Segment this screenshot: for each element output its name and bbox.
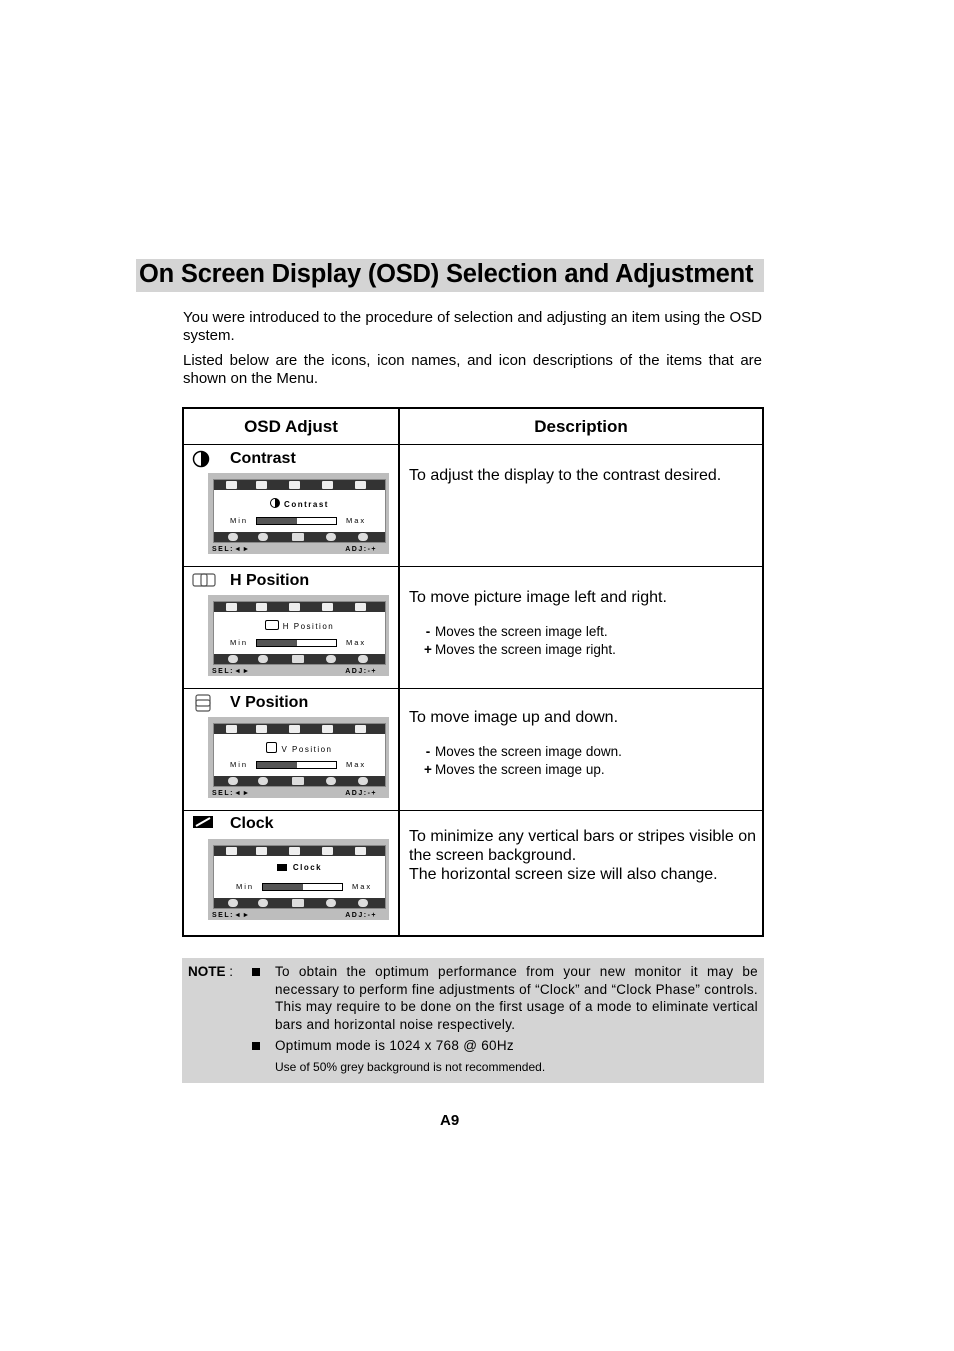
page-number: A9: [440, 1112, 460, 1129]
list-item: + Moves the screen image up.: [424, 762, 605, 777]
bullet-square-icon: [252, 1042, 260, 1050]
min-label: Min: [230, 638, 249, 647]
osd-adjust-cell: [183, 811, 399, 937]
osd-menu-preview: [208, 595, 389, 676]
max-label: Max: [346, 760, 367, 769]
osd-table: [182, 407, 764, 937]
description-text: To adjust the display to the contrast desired.: [409, 467, 722, 484]
note-text-2: Optimum mode is 1024 x 768 @ 60Hz: [275, 1038, 514, 1053]
osd-title: Contrast: [284, 500, 329, 509]
item-name: H Position: [230, 572, 310, 589]
description-cell: [399, 811, 763, 937]
bullet-list: [409, 623, 762, 659]
item-name: V Position: [230, 694, 309, 711]
contrast-icon: [192, 450, 214, 468]
list-item: + Moves the screen image right.: [424, 642, 616, 657]
min-label: Min: [230, 760, 249, 769]
sel-hint: SEL:◄►: [212, 790, 251, 797]
osd-adjust-cell: [183, 689, 399, 811]
adj-hint: ADJ:-+: [345, 790, 377, 797]
note-box: [182, 958, 764, 1083]
page-title: On Screen Display (OSD) Selection and Adjustment: [139, 260, 754, 288]
header-description: Description: [399, 408, 763, 445]
osd-adjust-cell: [183, 567, 399, 689]
list-item: [252, 1037, 758, 1055]
sel-hint: SEL:◄►: [212, 546, 251, 553]
description-text: To move image up and down.: [409, 709, 619, 726]
level-bar: [262, 883, 343, 891]
level-bar: [256, 639, 337, 647]
intro-paragraph-2: Listed below are the icons, icon names, and icon descriptions of the items that are shown on the Menu.: [183, 352, 762, 387]
item-name: Clock: [230, 815, 274, 832]
sel-hint: SEL:◄►: [212, 668, 251, 675]
level-bar-fill: [263, 884, 303, 890]
description-cell: [399, 445, 763, 567]
max-label: Max: [346, 638, 367, 647]
clock-icon: [192, 815, 214, 833]
header-osd-adjust: OSD Adjust: [183, 408, 399, 445]
item-name: Contrast: [230, 450, 296, 467]
table-row: [183, 689, 763, 811]
contrast-icon: [270, 498, 280, 508]
max-label: Max: [346, 516, 367, 525]
intro-paragraph-1: You were introduced to the procedure of selection and adjusting an item using the OSD system.: [183, 309, 762, 344]
osd-title: V Position: [281, 745, 333, 754]
level-bar-fill: [257, 518, 297, 524]
list-item: - Moves the screen image left.: [425, 624, 608, 639]
description-text: To minimize any vertical bars or stripes visible on the screen background.: [409, 828, 756, 864]
table-row: [183, 567, 763, 689]
table-row: [183, 811, 763, 937]
list-item: [252, 963, 758, 1033]
adj-hint: ADJ:-+: [345, 912, 377, 919]
min-label: Min: [230, 516, 249, 525]
osd-menu-preview: [208, 717, 389, 798]
description-cell: [399, 689, 763, 811]
title-bar: [136, 259, 764, 292]
osd-menu-preview: [208, 839, 389, 920]
adj-hint: ADJ:-+: [345, 668, 377, 675]
sel-hint: SEL:◄►: [212, 912, 251, 919]
h-position-icon: [192, 572, 214, 590]
osd-title: Clock: [292, 863, 323, 872]
description-text: To move picture image left and right.: [409, 589, 667, 606]
level-bar-fill: [257, 640, 297, 646]
osd-title: H Position: [282, 622, 335, 631]
v-position-icon: [192, 694, 214, 712]
clock-icon: [277, 864, 287, 871]
osd-adjust-cell: [183, 445, 399, 567]
note-text-1: To obtain the optimum performance from your new monitor it may be necessary to perform fine adjustments of “Clock” and “Clock Phase” controls. This may require to be done on the first usage of a mode to eliminate vertical bars and horizontal noise respectively.: [275, 964, 758, 1032]
osd-menu-preview: [208, 473, 389, 554]
level-bar: [256, 517, 337, 525]
max-label: Max: [352, 882, 373, 891]
adj-hint: ADJ:-+: [345, 546, 377, 553]
list-item: - Moves the screen image down.: [425, 744, 622, 759]
note-small-text: Use of 50% grey background is not recommended.: [275, 1060, 546, 1074]
level-bar-fill: [257, 762, 297, 768]
level-bar: [256, 761, 337, 769]
min-label: Min: [236, 882, 255, 891]
description-text-2: The horizontal screen size will also change.: [409, 866, 718, 883]
bullet-list: [409, 743, 762, 779]
bullet-square-icon: [252, 968, 260, 976]
v-position-icon: [266, 742, 277, 753]
description-cell: [399, 567, 763, 689]
h-position-icon: [265, 620, 279, 630]
note-label: NOTE :: [188, 964, 234, 979]
table-row: [183, 445, 763, 567]
